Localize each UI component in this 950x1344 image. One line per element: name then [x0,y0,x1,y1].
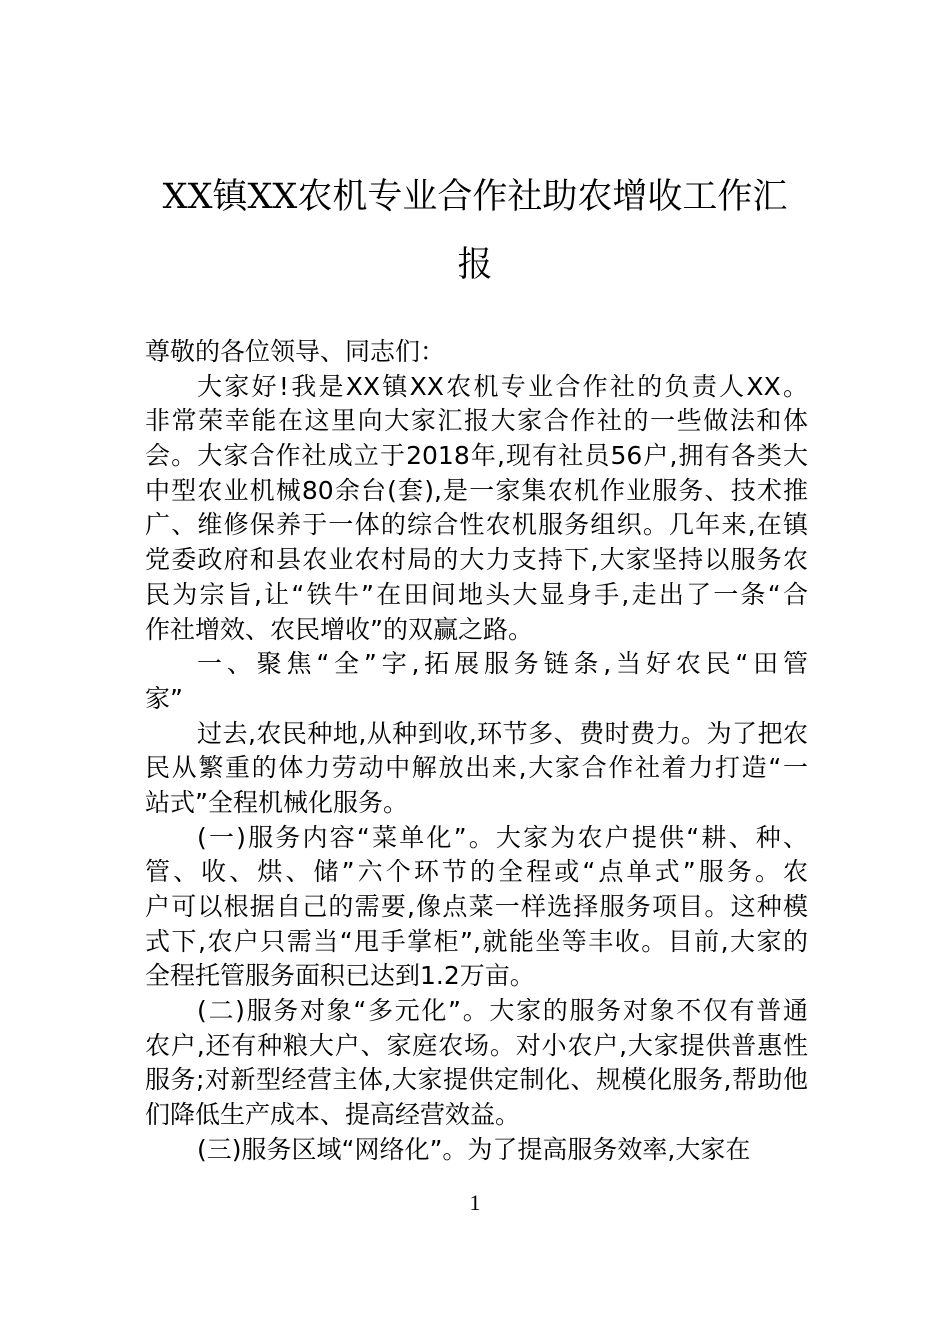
paragraph [145,1133,808,1168]
paragraph [145,335,808,370]
text-line: 大家好!我是XX镇XX农机专业合作社的负责人XX。 [197,371,808,401]
text-line: 式下,农户只需当“甩手掌柜”,就能坐等丰收。目前,大家的 [145,926,808,956]
paragraph [145,370,808,648]
paragraph [145,717,808,821]
text-line: 作社增效、农民增收”的双赢之路。 [145,614,533,644]
text-line: 农户,还有种粮大户、家庭农场。对小农户,大家提供普惠性 [145,1030,808,1060]
paragraph [145,821,808,994]
document-title-line-2: 报 [457,245,493,285]
text-line: (三)服务区域“网络化”。为了提高服务效率,大家在 [197,1134,751,1164]
text-line: 会。大家合作社成立于2018年,现有社员56户,拥有各类大 [145,441,808,471]
paragraph [145,994,808,1133]
text-line: 尊敬的各位领导、同志们： [145,337,446,366]
text-line: 民从繁重的体力劳动中解放出来,大家合作社着力打造“一 [145,753,808,783]
paragraph [145,647,808,716]
text-line: 非常荣幸能在这里向大家汇报大家合作社的一些做法和体 [145,406,808,436]
document-body [145,335,808,1168]
page-number: 1 [469,1190,481,1215]
text-line: (二)服务对象“多元化”。大家的服务对象不仅有普通 [197,996,808,1026]
text-line: 中型农业机械80余台(套),是一家集农机作业服务、技术推 [145,475,808,505]
text-line: 服务;对新型经营主体,大家提供定制化、规模化服务,帮助他 [145,1065,808,1095]
text-line: 广、维修保养于一体的综合性农机服务组织。几年来,在镇 [145,510,808,540]
text-line: 一、聚焦“全”字,拓展服务链条,当好农民“田管 [197,649,808,679]
text-line: 全程托管服务面积已达到1.2万亩。 [145,961,535,991]
text-line: 党委政府和县农业农村局的大力支持下,大家坚持以服务农 [145,545,808,575]
text-line: (一)服务内容“菜单化”。大家为农户提供“耕、种、 [197,822,808,852]
text-line: 民为宗旨,让“铁牛”在田间地头大显身手,走出了一条“合 [145,579,808,609]
text-line: 户可以根据自己的需要,像点菜一样选择服务项目。这种模 [145,892,808,921]
text-line: 站式”全程机械化服务。 [145,787,408,817]
document-title-line-1: XX镇XX农机专业合作社助农增收工作汇 [162,177,788,217]
text-line: 们降低生产成本、提高经营效益。 [145,1100,521,1130]
text-line: 家” [145,683,183,713]
text-line: 过去,农民种地,从种到收,环节多、费时费力。为了把农 [197,718,808,748]
text-line: 管、收、烘、储”六个环节的全程或“点单式”服务。农 [145,857,808,887]
